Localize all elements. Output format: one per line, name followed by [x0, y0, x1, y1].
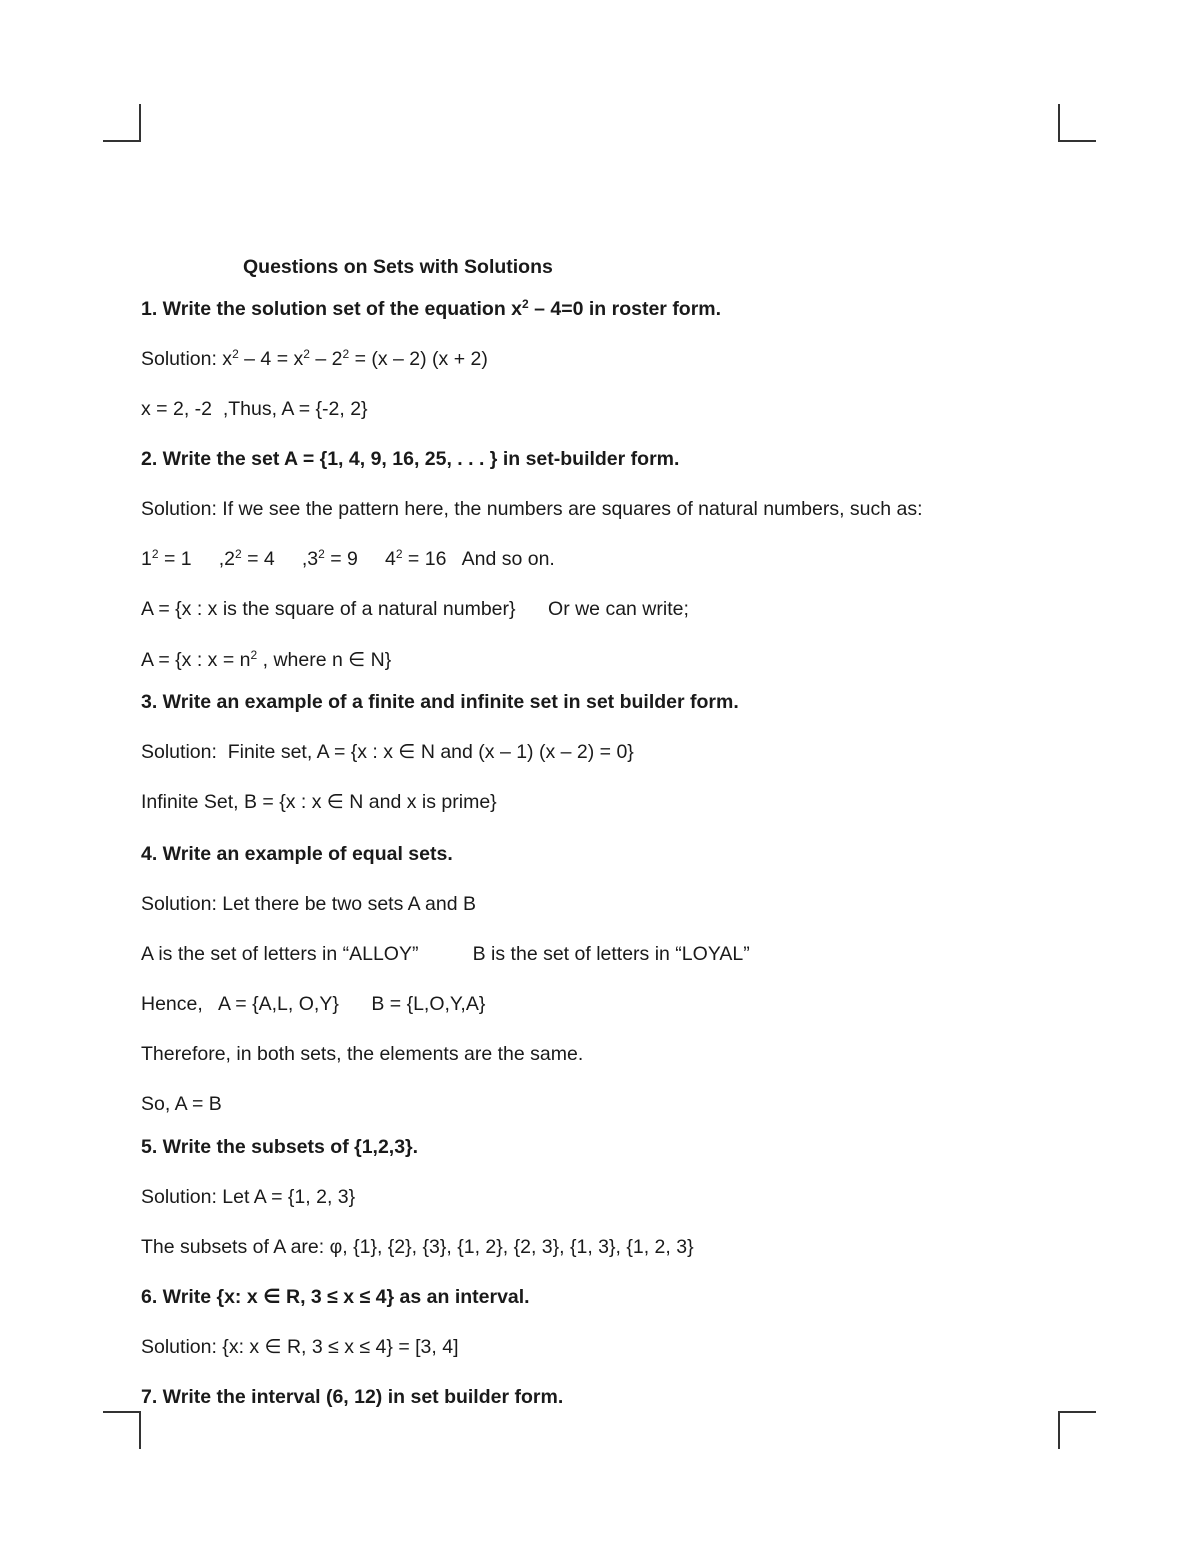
crop-mark-top-right	[1058, 104, 1096, 142]
question-1: 1. Write the solution set of the equation $x^2 - 4=0$ in roster form.	[141, 297, 722, 320]
solution-5-line-2: The subsets of A are: φ, {1}, {2}, {3}, {1, 2}, {2, 3}, {1, 3}, {1, 2, 3}	[141, 1236, 694, 1258]
solution-3-line-2: Infinite Set, B = {x : x ∈ N and x is prime}	[141, 791, 497, 813]
crop-mark-bottom-left	[103, 1411, 141, 1449]
page-title: Questions on Sets with Solutions	[243, 256, 553, 278]
solution-4-line-3: Hence, A = {A,L, O,Y} B = {L,O,Y,A}	[141, 993, 486, 1015]
question-4: 4. Write an example of equal sets.	[141, 843, 453, 865]
question-7: 7. Write the interval (6, 12) in set builder form.	[141, 1386, 564, 1408]
solution-2-line-2: $1^2 = 1$ $,2^2 = 4$ $,3^2 = 9$ $4^2 = 16$ And so on.	[141, 547, 555, 570]
solution-4-line-5: So, A = B	[141, 1093, 222, 1115]
solution-6-line-1: Solution: {x: x ∈ R, 3 ≤ x ≤ 4} = [3, 4]	[141, 1336, 459, 1358]
solution-4-line-4: Therefore, in both sets, the elements are the same.	[141, 1043, 584, 1065]
solution-4-line-1: Solution: Let there be two sets A and B	[141, 893, 476, 915]
solution-4-line-2: A is the set of letters in “ALLOY” B is the set of letters in “LOYAL”	[141, 943, 750, 965]
solution-5-line-1: Solution: Let A = {1, 2, 3}	[141, 1186, 356, 1208]
solution-1-line-2: x = 2, -2 ,Thus, A = {-2, 2}	[141, 398, 368, 420]
question-5: 5. Write the subsets of {1,2,3}.	[141, 1136, 419, 1158]
question-2: 2. Write the set A = {1, 4, 9, 16, 25, . . . } in set-builder form.	[141, 448, 680, 470]
solution-2-line-3: A = {x : x is the square of a natural number} Or we can write;	[141, 598, 689, 620]
solution-2-line-4: A = {x : $x = n^2$ , where n ∈ N}	[141, 648, 392, 671]
solution-1-line-1: Solution: $x^2 - 4 = x^2 - 2^2 = (x - 2) (x + 2)$	[141, 347, 488, 370]
question-6: 6. Write {x: x ∈ R, 3 ≤ x ≤ 4} as an interval.	[141, 1286, 530, 1308]
crop-mark-top-left	[103, 104, 141, 142]
crop-mark-bottom-right	[1058, 1411, 1096, 1449]
solution-2-line-1: Solution: If we see the pattern here, the numbers are squares of natural numbers, such as:	[141, 498, 923, 520]
question-3: 3. Write an example of a finite and infinite set in set builder form.	[141, 691, 739, 713]
solution-3-line-1: Solution: Finite set, A = {x : x ∈ N and (x – 1) (x – 2) = 0}	[141, 741, 634, 763]
